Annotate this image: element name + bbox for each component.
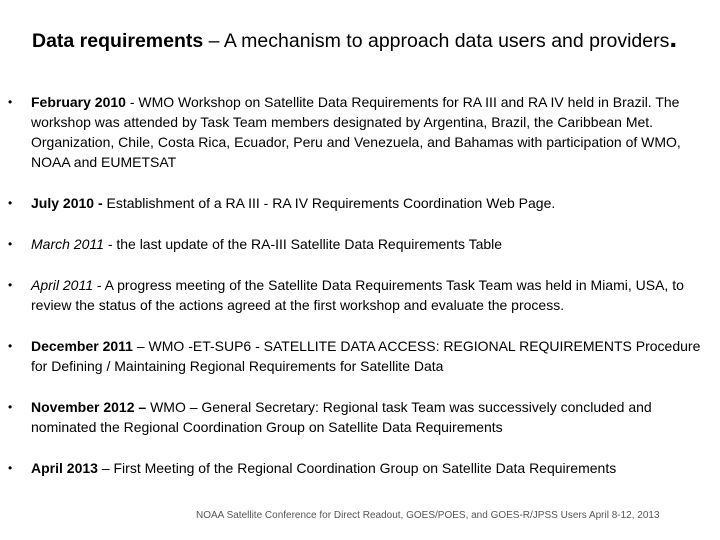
slide-footer: NOAA Satellite Conference for Direct Readout, GOES/POES, and GOES-R/JPSS Users April 8-12, 2013 (196, 510, 660, 521)
bullet-apr-2011 (8, 275, 708, 315)
bullet-nov-2012 (8, 397, 708, 437)
bullet-mar-2011 (8, 234, 708, 254)
bullet-jul-2010 (8, 193, 708, 213)
bullet-text: – WMO -ET-SUP6 - SATELLITE DATA ACCESS: REGIONAL REQUIREMENTS Procedure for Defining / Maintaining Regional Requirements for Satellite Data (31, 338, 701, 374)
bullet-apr-2013 (8, 458, 708, 478)
bullet-dot-icon: • (8, 339, 13, 353)
bullet-text: - WMO Workshop on Satellite Data Requirements for RA III and RA IV held in Brazil. The workshop was attended by Task Team members designated by Argentina, Brazil, the Caribbean Met. Organization, Chile, Costa Rica, Ecuador, Peru and Venezuela, and Bahamas with participation of WMO, NOAA and EUMETSAT (31, 94, 681, 170)
bullet-dot-icon: • (8, 278, 13, 292)
bullet-dot-icon: • (8, 95, 13, 109)
bullet-dot-icon: • (8, 461, 13, 475)
bullet-text: WMO – General Secretary: Regional task Team was successively concluded and nominated the Regional Coordination Group on Satellite Data Requirements (31, 399, 652, 435)
bullet-text: - A progress meeting of the Satellite Data Requirements Task Team was held in Miami, USA, to review the status of the actions agreed at the first workshop and evaluate the process. (31, 277, 684, 313)
bullet-text: the last update of the RA-III Satellite Data Requirements Table (112, 236, 503, 252)
bullet-dot-icon: • (8, 196, 13, 210)
bullet-text: Establishment of a RA III - RA IV Requirements Coordination Web Page. (102, 195, 556, 211)
bullet-date: December 2011 (31, 338, 133, 354)
bullet-date: February 2010 (31, 94, 126, 110)
bullet-dec-2011 (8, 336, 708, 376)
bullet-date: April 2011 (31, 277, 94, 293)
bullet-dot-icon: • (8, 237, 13, 251)
slide-title (32, 22, 702, 53)
title-rest: – A mechanism to approach data users and providers (203, 30, 670, 52)
bullet-date: April 2013 (31, 460, 98, 476)
bullet-date: November 2012 – (31, 399, 147, 415)
bullet-dot-icon: • (8, 400, 13, 414)
bullet-feb-2010 (8, 92, 708, 172)
timeline-bullet-list (8, 92, 708, 478)
bullet-date: July 2010 - (31, 195, 103, 211)
title-strong: Data requirements (32, 30, 204, 52)
title-period: . (669, 22, 678, 53)
bullet-date: March 2011 - (31, 236, 113, 252)
bullet-text: – First Meeting of the Regional Coordination Group on Satellite Data Requirements (97, 460, 617, 476)
